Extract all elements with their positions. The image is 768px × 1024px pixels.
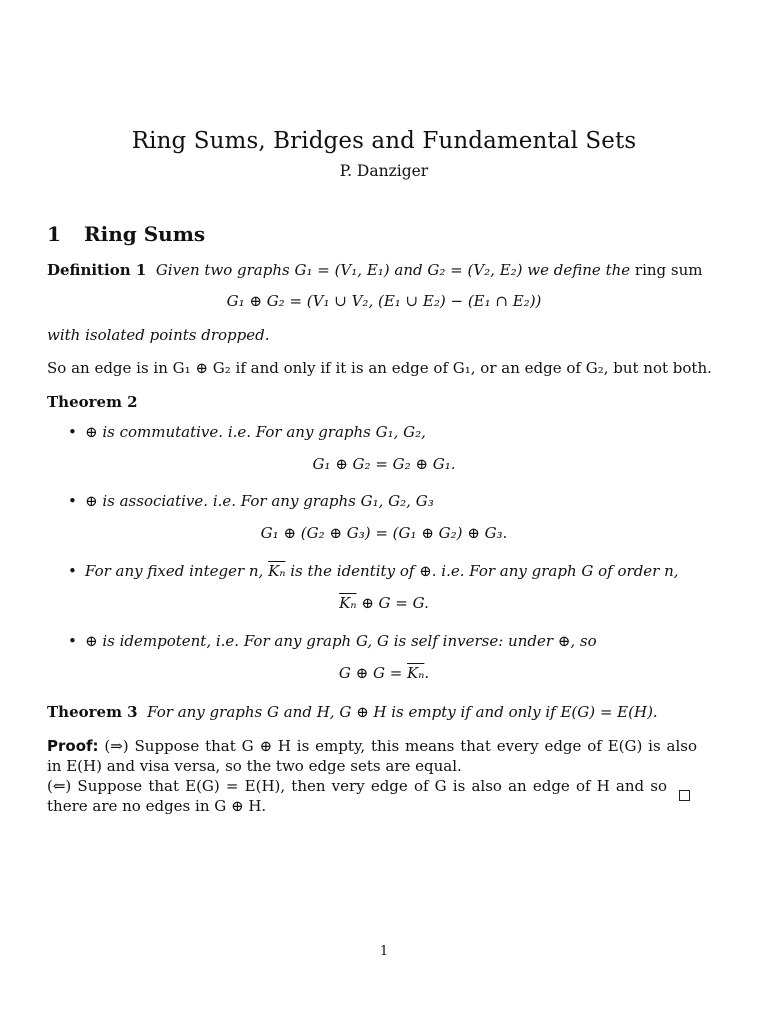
theorem-3-label: Theorem 3 — [47, 703, 138, 721]
definition-term: ring sum — [634, 261, 703, 279]
author-name: P. Danziger — [339, 162, 429, 180]
commutative-formula: G₁ ⊕ G₂ = G₂ ⊕ G₁. — [312, 455, 456, 473]
explanation-paragraph: So an edge is in G₁ ⊕ G₂ if and only if it is an edge of G₁, or an edge of G₂, but not both. — [47, 359, 712, 377]
theorem-2-item-1 — [68, 423, 426, 441]
definition-label: Definition 1 — [47, 261, 147, 279]
proof-block — [47, 736, 697, 816]
associative-formula: G₁ ⊕ (G₂ ⊕ G₃) = (G₁ ⊕ G₂) ⊕ G₃. — [260, 524, 508, 542]
complete-graph-complement: $\overline{K_n}$ — [268, 562, 286, 580]
idempotent-formula — [0, 664, 768, 682]
proof-label: Proof: — [47, 737, 99, 755]
definition-note: with isolated points dropped. — [47, 326, 270, 344]
section-heading — [47, 222, 205, 246]
definition-1 — [47, 260, 703, 280]
bullet-icon: • — [68, 562, 77, 580]
complete-graph-complement: $\overline{K_n}$ — [407, 664, 425, 682]
theorem-2-item-4 — [68, 632, 597, 650]
formula-a: G ⊕ G = — [338, 664, 403, 682]
proof-line-2: (⇐) Suppose that E(G) = E(H), then very edge of G is also an edge of H and so there are no edges in G ⊕ H. — [47, 777, 667, 815]
bullet-icon: • — [68, 632, 77, 650]
section-title: Ring Sums — [84, 222, 206, 246]
complete-graph-complement: $\overline{K_n}$ — [339, 594, 357, 612]
proof-line-1 — [47, 736, 697, 776]
section-number: 1 — [47, 222, 61, 246]
bullet-icon: • — [68, 423, 77, 441]
item-text: ⊕ is associative. i.e. For any graphs G₁, G₂, G₃ — [85, 492, 434, 510]
ring-sum-formula: G₁ ⊕ G₂ = (V₁ ∪ V₂, (E₁ ∪ E₂) − (E₁ ∩ E₂)) — [226, 292, 542, 310]
theorem-3 — [47, 702, 658, 722]
item-text: ⊕ is idempotent, i.e. For any graph G, G is self inverse: under ⊕, so — [85, 632, 597, 650]
bullet-icon: • — [68, 492, 77, 510]
theorem-2-item-2 — [68, 492, 434, 510]
definition-text: Given two graphs G₁ = (V₁, E₁) and G₂ = (V₂, E₂) we define the — [155, 261, 631, 279]
paper-title: Ring Sums, Bridges and Fundamental Sets — [131, 128, 637, 154]
identity-formula — [0, 594, 768, 612]
qed-square-icon — [679, 790, 690, 801]
formula-rest: ⊕ G = G. — [361, 594, 429, 612]
item-text: ⊕ is commutative. i.e. For any graphs G₁, G₂, — [85, 423, 426, 441]
theorem-2-item-3 — [68, 562, 679, 580]
proof-forward: (⇒) Suppose that G ⊕ H is empty, this means that every edge of E(G) is also in E(H) and visa versa, so the two edge sets are equal. — [47, 737, 697, 775]
formula-end: . — [424, 664, 430, 682]
theorem-2-label: Theorem 2 — [47, 393, 138, 411]
item-text-a: For any fixed integer n, — [85, 562, 264, 580]
item-text-b: is the identity of ⊕. i.e. For any graph G of order n, — [290, 562, 679, 580]
theorem-3-text: For any graphs G and H, G ⊕ H is empty if and only if E(G) = E(H). — [147, 703, 658, 721]
page-number: 1 — [379, 944, 389, 959]
